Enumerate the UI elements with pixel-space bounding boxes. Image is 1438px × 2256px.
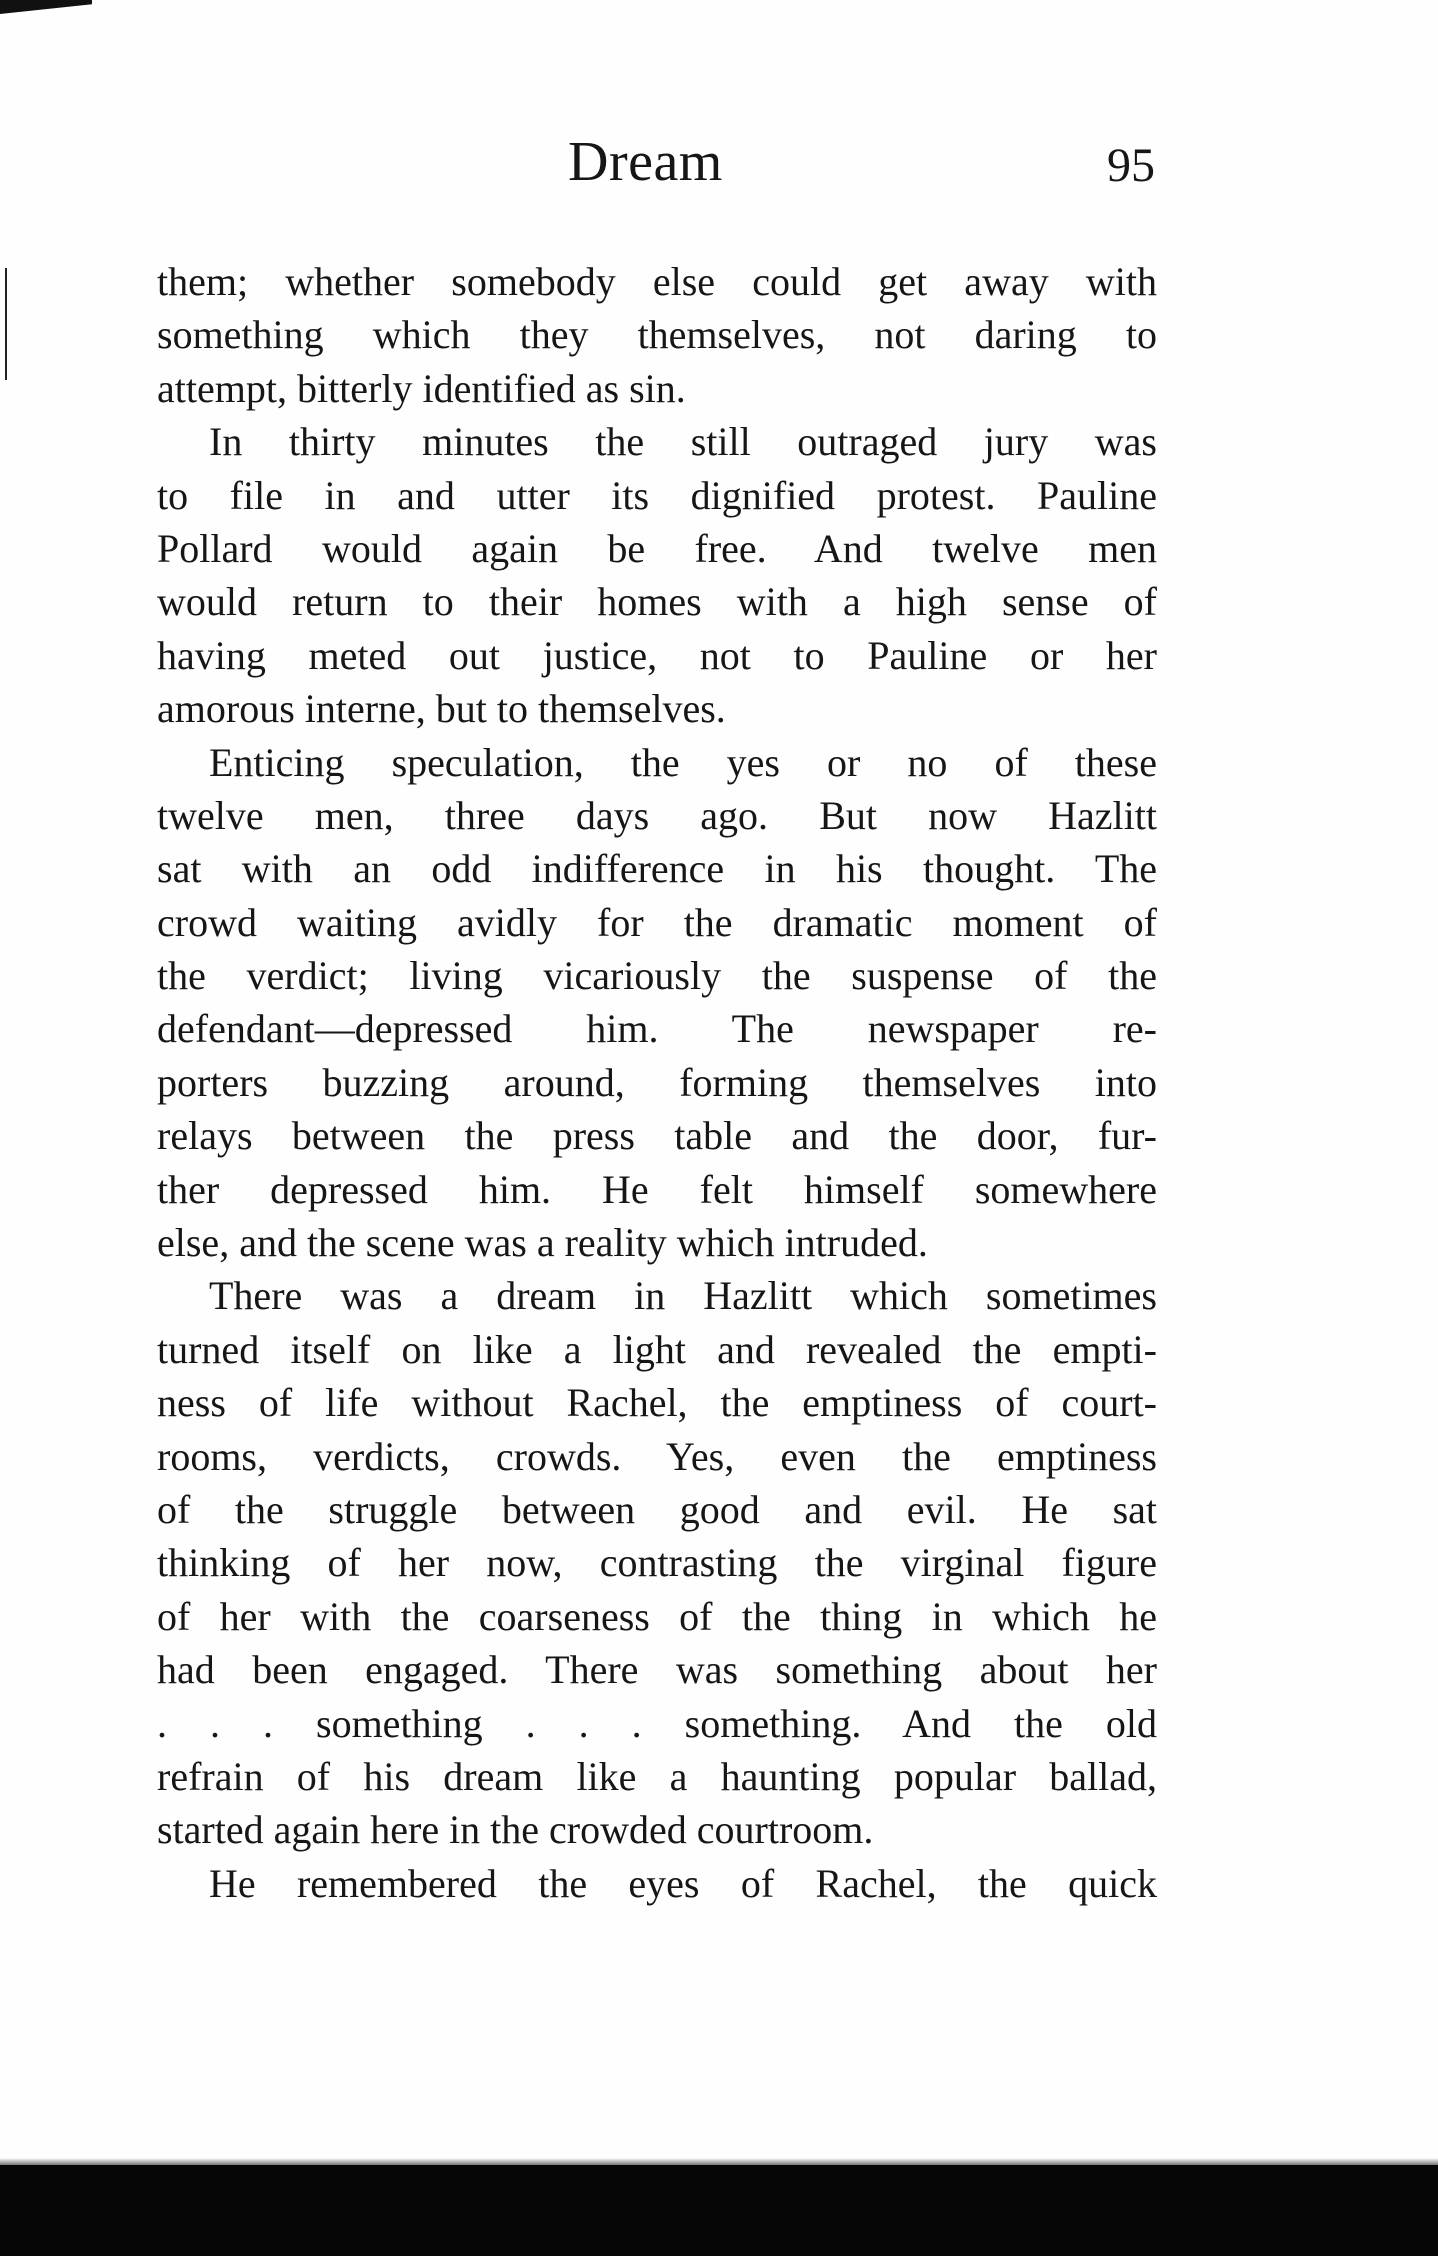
scan-corner-mark bbox=[0, 0, 92, 14]
text-line: ther depressed him. He felt himself somewhere bbox=[157, 1166, 1157, 1212]
text-line: the verdict; living vicariously the suspense of the bbox=[157, 953, 1157, 999]
text-line: There was a dream in Hazlitt which sometimes bbox=[209, 1273, 1157, 1319]
text-line: He remembered the eyes of Rachel, the quick bbox=[209, 1860, 1157, 1906]
margin-rule bbox=[5, 268, 7, 380]
text-line: something which they themselves, not daring to bbox=[157, 312, 1157, 358]
text-line: porters buzzing around, forming themselves into bbox=[157, 1059, 1157, 1105]
text-line: rooms, verdicts, crowds. Yes, even the emptiness bbox=[157, 1433, 1157, 1479]
body-text bbox=[157, 255, 1157, 1910]
text-line: had been engaged. There was something about her bbox=[157, 1647, 1157, 1693]
text-line: defendant—depressed him. The newspaper re- bbox=[157, 1006, 1157, 1052]
text-line: ness of life without Rachel, the emptiness of court- bbox=[157, 1380, 1157, 1426]
text-line: . . . something . . . something. And the old bbox=[157, 1700, 1157, 1746]
text-line: of the struggle between good and evil. He sat bbox=[157, 1486, 1157, 1532]
text-line: amorous interne, but to themselves. bbox=[157, 686, 726, 732]
text-line: refrain of his dream like a haunting popular ballad, bbox=[157, 1753, 1157, 1799]
text-line: Pollard would again be free. And twelve men bbox=[157, 525, 1157, 571]
text-line: sat with an odd indifference in his thought. The bbox=[157, 846, 1157, 892]
text-line: of her with the coarseness of the thing in which he bbox=[157, 1593, 1157, 1639]
text-line: else, and the scene was a reality which intruded. bbox=[157, 1220, 928, 1266]
text-line: twelve men, three days ago. But now Hazlitt bbox=[157, 792, 1157, 838]
text-line: them; whether somebody else could get away with bbox=[157, 259, 1157, 304]
text-line: attempt, bitterly identified as sin. bbox=[157, 365, 686, 411]
text-line: would return to their homes with a high sense of bbox=[157, 579, 1157, 625]
text-line: thinking of her now, contrasting the virginal figure bbox=[157, 1540, 1157, 1586]
text-line: started again here in the crowded courtroom. bbox=[157, 1807, 874, 1853]
text-line: Enticing speculation, the yes or no of these bbox=[209, 739, 1157, 785]
text-line: turned itself on like a light and revealed the empti- bbox=[157, 1326, 1157, 1372]
page-number: 95 bbox=[1107, 139, 1155, 192]
text-line: relays between the press table and the door, fur- bbox=[157, 1113, 1157, 1159]
scan-bottom-band bbox=[0, 2165, 1438, 2256]
text-line: crowd waiting avidly for the dramatic moment of bbox=[157, 899, 1157, 945]
text-line: to file in and utter its dignified protest. Pauline bbox=[157, 472, 1157, 518]
text-line: having meted out justice, not to Pauline or her bbox=[157, 632, 1157, 678]
text-line: In thirty minutes the still outraged jury was bbox=[209, 419, 1157, 465]
running-title: Dream bbox=[568, 131, 723, 193]
